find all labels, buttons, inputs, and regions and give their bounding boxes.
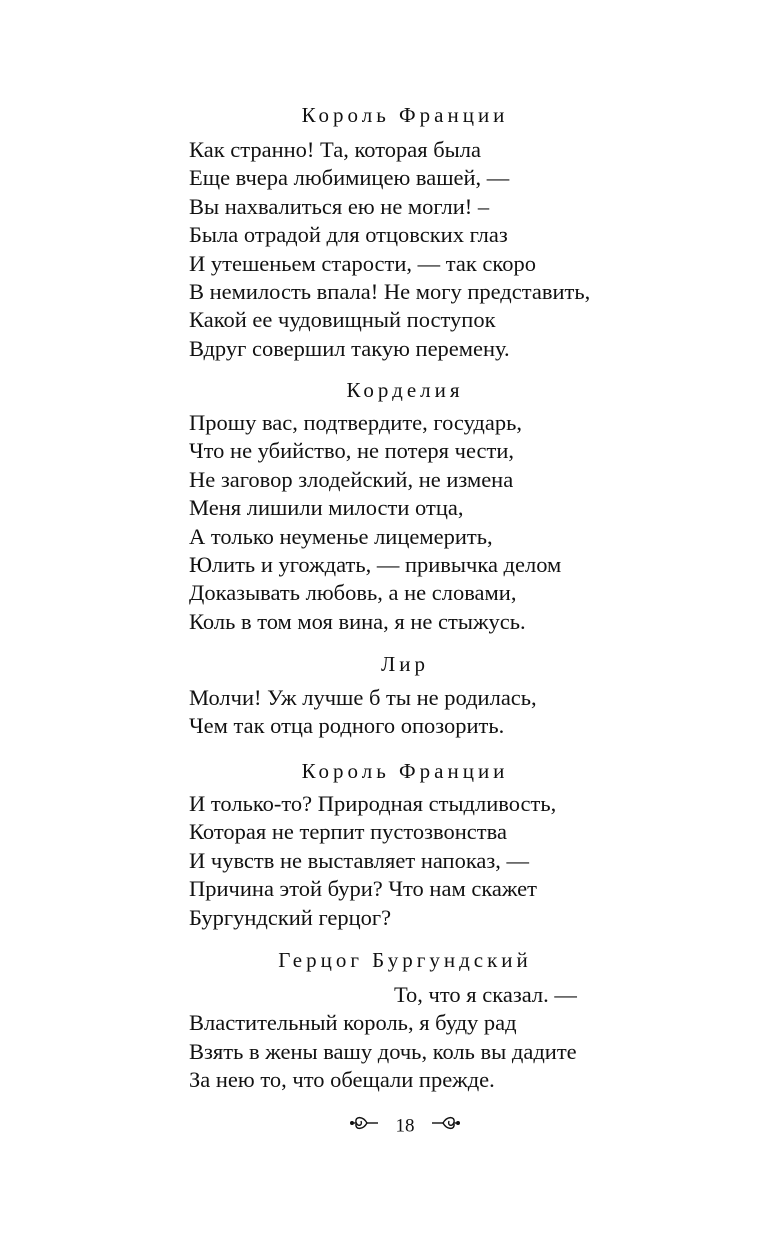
verse-line: Вы нахвалиться ею не могли! – bbox=[189, 193, 490, 219]
speaker-name: Король Франции bbox=[301, 103, 509, 127]
verse-block bbox=[189, 981, 749, 1095]
verse-line: В немилость впала! Не могу представить, bbox=[189, 278, 591, 304]
verse-line: Еще вчера любимицею вашей, — bbox=[189, 165, 510, 191]
speaker-name: Корделия bbox=[346, 378, 464, 402]
verse-line: Меня лишили милости отца, bbox=[189, 495, 464, 521]
verse-line: Как странно! Та, которая была bbox=[189, 137, 481, 162]
verse-line: Причина этой бури? Что нам скажет bbox=[189, 876, 537, 902]
page-footer bbox=[0, 1112, 768, 1141]
vine-ornament-right-icon bbox=[431, 1113, 461, 1141]
verse-line: Была отрадой для отцовских глаз bbox=[189, 222, 508, 248]
speaker-name: Герцог Бургундский bbox=[278, 948, 532, 972]
verse-line: За нею то, что обещали прежде. bbox=[189, 1067, 495, 1093]
verse-line: Что не убийство, не потеря чести, bbox=[189, 438, 514, 464]
verse-line: Какой ее чудовищный поступок bbox=[189, 307, 496, 333]
verse-line: А только неуменье лицемерить, bbox=[189, 523, 493, 549]
verse-line: И только-то? Природная стыдливость, bbox=[189, 791, 557, 816]
verse-line: Молчи! Уж лучше б ты не родилась, bbox=[189, 685, 537, 710]
verse-line: Коль в том моя вина, я не стыжусь. bbox=[189, 608, 526, 634]
verse-line: Юлить и угождать, — привычка делом bbox=[189, 551, 562, 577]
verse-line: То, что я сказал. — bbox=[394, 982, 577, 1007]
verse-line: Которая не терпит пустозвонства bbox=[189, 819, 507, 845]
verse-block bbox=[189, 684, 749, 741]
speaker-name: Король Франции bbox=[301, 759, 509, 783]
verse-line: Взять в жены вашу дочь, коль вы дадите bbox=[189, 1038, 577, 1064]
verse-block bbox=[189, 136, 749, 363]
verse-line: И чувств не выставляет напоказ, — bbox=[189, 847, 530, 873]
verse-line: Доказывать любовь, а не словами, bbox=[189, 580, 517, 606]
verse-line: Чем так отца родного опозорить. bbox=[189, 713, 505, 739]
verse-line: Бургундский герцог? bbox=[189, 904, 392, 930]
verse-line: Вдруг совершил такую перемену. bbox=[189, 335, 510, 361]
verse-line: Властительный король, я буду рад bbox=[189, 1010, 517, 1036]
verse-line: И утешеньем старости, — так скоро bbox=[189, 250, 536, 276]
verse-line: Не заговор злодейский, не измена bbox=[189, 466, 514, 492]
verse-line: Прошу вас, подтвердите, государь, bbox=[189, 410, 522, 435]
vine-ornament-left-icon bbox=[349, 1113, 379, 1141]
page-number: 18 bbox=[395, 1115, 415, 1137]
verse-block bbox=[189, 409, 749, 636]
verse-block bbox=[189, 790, 749, 932]
speaker-name: Лир bbox=[381, 652, 429, 676]
